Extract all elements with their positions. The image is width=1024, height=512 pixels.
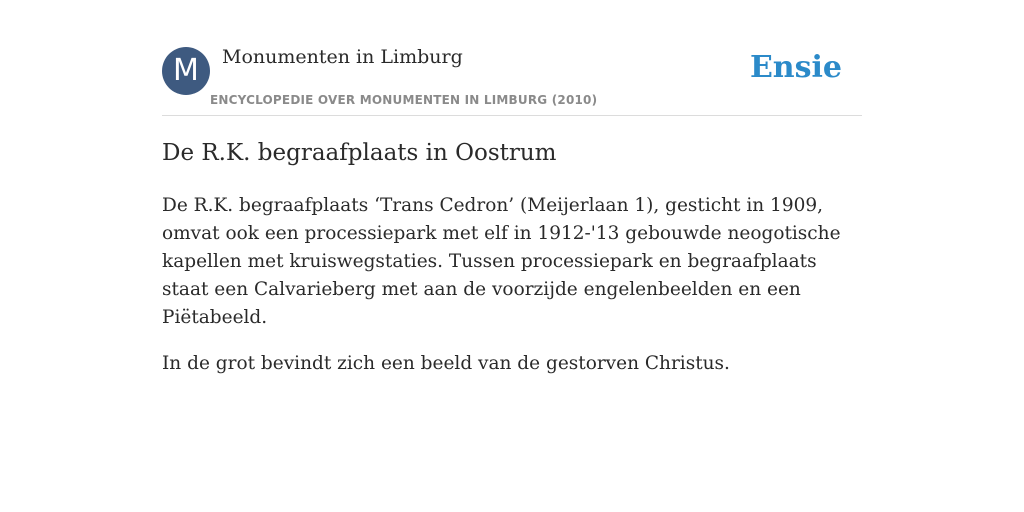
article-paragraph: In de grot bevindt zich een beeld van de gestorven Christus. [162,353,730,374]
article-title: De R.K. begraafplaats in Oostrum [162,140,557,166]
article-body [162,192,862,396]
source-header [162,44,862,116]
article-paragraph: De R.K. begraafplaats ‘Trans Cedron’ (Meijerlaan 1), gesticht in 1909, omvat ook een processiepark met elf in 1912-'13 gebouwde neogotische kapellen met kruiswegstaties. Tussen processiepark en begraafplaats staat een Calvarieberg met aan de voorzijde engelenbeelden en een Piëtabeeld. [162,195,841,328]
ensie-logo[interactable]: Ensie [749,50,842,85]
source-subtitle: ENCYCLOPEDIE OVER MONUMENTEN IN LIMBURG (2010) [210,93,598,107]
source-title-link[interactable]: Monumenten in Limburg [222,46,463,68]
source-avatar[interactable]: M [162,47,210,95]
